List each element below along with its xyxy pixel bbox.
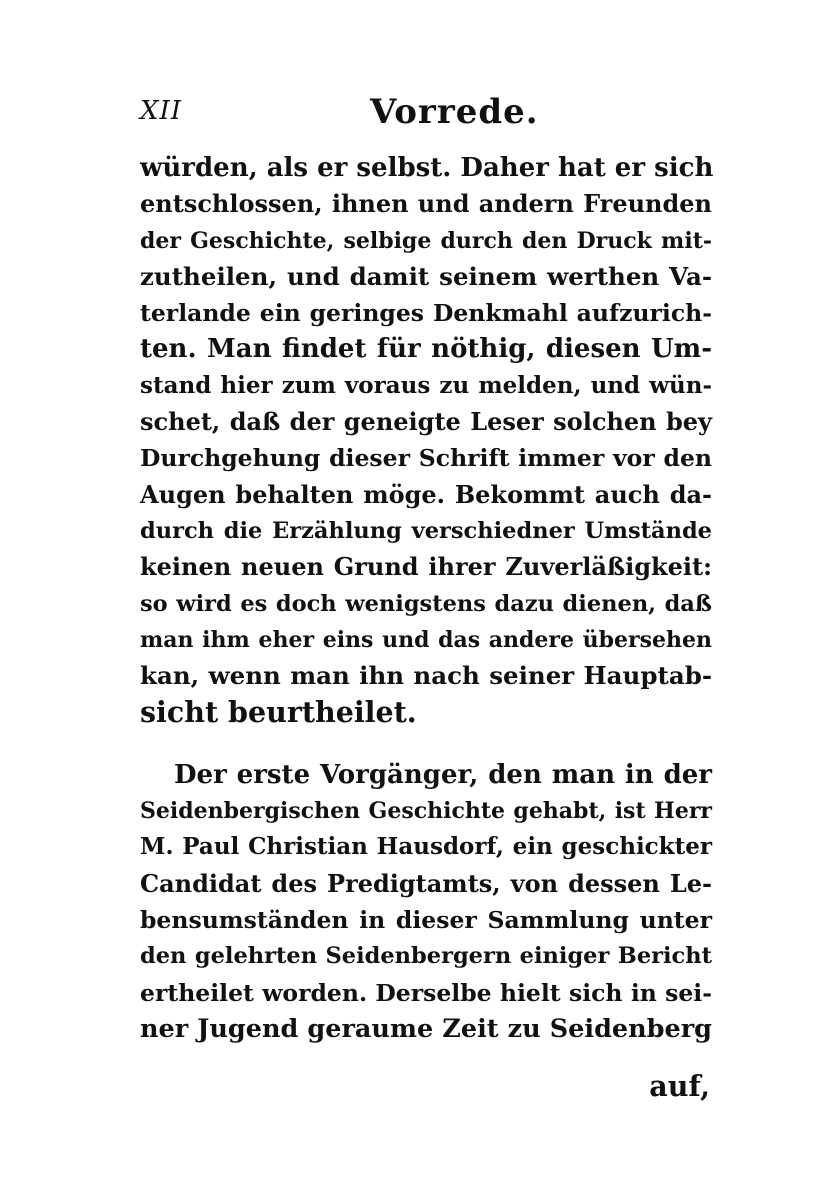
text-line: ner Jugend geraume Zeit zu Seidenberg [140, 1013, 712, 1044]
body-text [140, 150, 712, 1047]
running-title: Vorrede. [370, 92, 539, 132]
paragraph-1 [140, 150, 712, 731]
text-line: ertheilet worden. Derselbe hielt sich in sei- [140, 978, 712, 1007]
text-line: keinen neuen Grund ihrer Zuverläßigkeit: [140, 552, 712, 582]
text-line: M. Paul Christian Hausdorf, ein geschickter [140, 833, 712, 861]
text-line: so wird es doch wenigstens dazu dienen, daß [140, 590, 712, 617]
text-line: man ihm eher eins und das andere übersehen [140, 626, 712, 653]
text-line: Seidenbergischen Geschichte gehabt, ist Herr [140, 798, 712, 825]
page-number: XII [140, 96, 183, 126]
text-line: durch die Erzählung verschiedner Umstände [140, 517, 712, 544]
text-line: zutheilen, und damit seinem werthen Va- [140, 261, 712, 291]
text-line: schet, daß der geneigte Leser solchen bey [140, 407, 712, 437]
text-line: Der erste Vorgänger, den man in der [174, 759, 712, 790]
text-line: kan, wenn man ihn nach seiner Hauptab- [140, 661, 712, 691]
text-line: stand hier zum voraus zu melden, und wün- [140, 371, 712, 399]
text-line: entschlossen, ihnen und andern Freunden [140, 189, 712, 219]
text-line: den gelehrten Seidenbergern einiger Bericht [140, 943, 712, 970]
text-line: sicht beurtheilet. [140, 695, 417, 730]
text-line: Candidat des Predigtamts, von dessen Le- [140, 868, 712, 898]
text-line: Durchgehung dieser Schrift immer vor den [140, 444, 712, 473]
paragraph-2 [140, 757, 712, 1047]
text-line: terlande ein geringes Denkmahl aufzurich- [140, 299, 712, 328]
running-head [140, 92, 710, 136]
text-line: der Geschichte, selbige durch den Druck mit- [140, 227, 712, 254]
text-line: bensumständen in dieser Sammlung unter [140, 905, 712, 934]
text-line: Augen behalten möge. Bekommt auch da- [140, 479, 712, 509]
text-line: ten. Man findet für nöthig, diesen Um- [140, 334, 712, 365]
text-line: würden, als er selbst. Daher hat er sich [140, 153, 714, 183]
catchword: auf, [649, 1069, 710, 1103]
